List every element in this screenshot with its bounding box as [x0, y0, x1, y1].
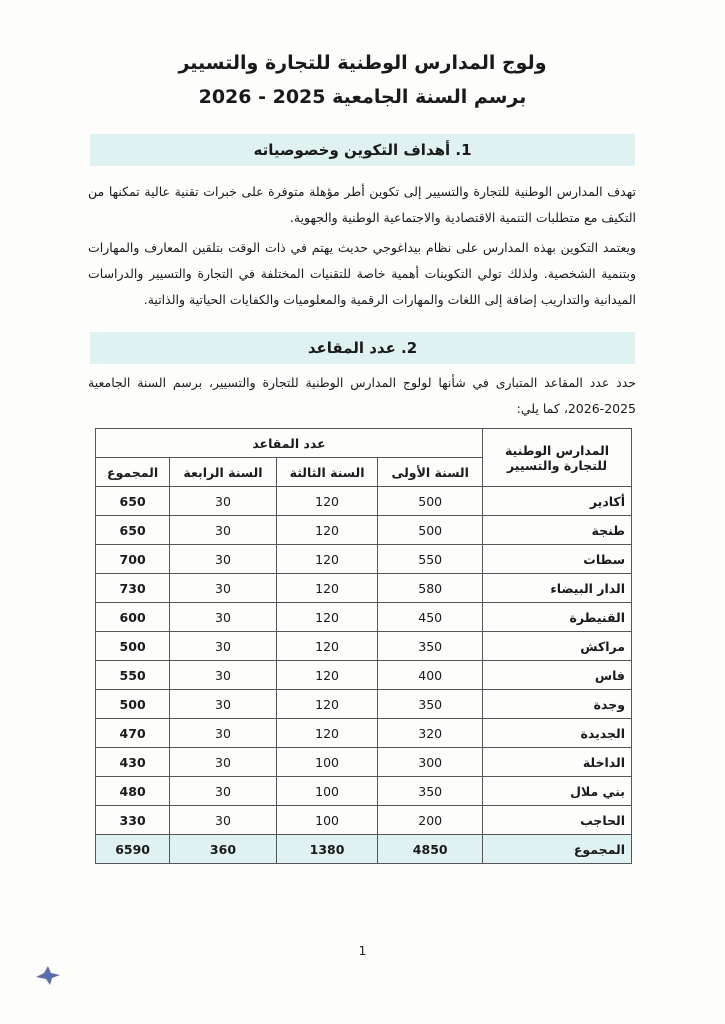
row-total: 470: [96, 719, 170, 748]
school-name: القنيطرة: [483, 603, 632, 632]
year3-seats: 120: [276, 632, 378, 661]
column-header-year3: السنة الثالثة: [276, 458, 378, 487]
year4-seats: 30: [170, 806, 277, 835]
column-header-year4: السنة الرابعة: [170, 458, 277, 487]
year4-seats: 30: [170, 777, 277, 806]
document-title: ولوج المدارس الوطنية للتجارة والتسيير: [178, 52, 547, 74]
row-total: 430: [96, 748, 170, 777]
year1-seats: 300: [378, 748, 483, 777]
table-row: [96, 806, 632, 835]
row-total: 600: [96, 603, 170, 632]
year1-seats: 320: [378, 719, 483, 748]
table-row: [96, 719, 632, 748]
year3-seats: 120: [276, 487, 378, 516]
school-name: مراكش: [483, 632, 632, 661]
row-total: 550: [96, 661, 170, 690]
grand-total-year3: 1380: [276, 835, 378, 864]
row-total: 650: [96, 487, 170, 516]
year1-seats: 450: [378, 603, 483, 632]
year3-seats: 120: [276, 719, 378, 748]
seats-intro-paragraph: حدد عدد المقاعد المتبارى في شأنها لولوج المدارس الوطنية للتجارة والتسيير، برسم السنة الجامعية 2025-2026، كما يلي:: [88, 375, 636, 416]
section-heading-objectives: 1. أهداف التكوين وخصوصياته: [90, 134, 635, 166]
grand-total-label: المجموع: [483, 835, 632, 864]
year1-seats: 580: [378, 574, 483, 603]
year4-seats: 30: [170, 603, 277, 632]
row-total: 700: [96, 545, 170, 574]
grand-total-row: [96, 835, 632, 864]
year4-seats: 30: [170, 487, 277, 516]
year4-seats: 30: [170, 690, 277, 719]
row-total: 650: [96, 516, 170, 545]
seats-table: [95, 428, 632, 864]
table-row: [96, 545, 632, 574]
year4-seats: 30: [170, 632, 277, 661]
scanner-mark-icon: [34, 963, 62, 987]
school-name: الحاجب: [483, 806, 632, 835]
column-header-total: المجموع: [96, 458, 170, 487]
year3-seats: 120: [276, 690, 378, 719]
year3-seats: 100: [276, 777, 378, 806]
table-row: [96, 487, 632, 516]
year3-seats: 120: [276, 574, 378, 603]
objectives-paragraph-2: ويعتمد التكوين بهذه المدارس على نظام بيداغوجي حديث يهتم في ذات الوقت بتلقين المعارف والمهارات وبتنمية الشخصية. ولذلك تولي التكوينات أهمية خاصة للتقنيات المختلفة في التجارة والتسيير والدراسات الميدانية والتداريب إضافة إلى اللغات والمهارات الرقمية والمعلوميات والكفايات الحياتية والذاتية.: [88, 240, 636, 307]
school-name: أكادير: [483, 487, 632, 516]
year3-seats: 120: [276, 545, 378, 574]
table-row: [96, 632, 632, 661]
year1-seats: 200: [378, 806, 483, 835]
grand-total-all: 6590: [96, 835, 170, 864]
table-row: [96, 748, 632, 777]
year3-seats: 120: [276, 661, 378, 690]
table-row: [96, 661, 632, 690]
year1-seats: 350: [378, 632, 483, 661]
school-name: سطات: [483, 545, 632, 574]
school-name: وجدة: [483, 690, 632, 719]
year1-seats: 500: [378, 487, 483, 516]
document-subtitle: برسم السنة الجامعية 2025 - 2026: [198, 86, 527, 108]
year4-seats: 30: [170, 574, 277, 603]
objectives-paragraph-1: تهدف المدارس الوطنية للتجارة والتسيير إلى تكوين أطر مؤهلة متوفرة على خبرات تقنية عالية تمكنها من التكيف مع متطلبات التنمية الاقتصادية والاجتماعية الوطنية والجهوية.: [88, 184, 636, 225]
row-total: 500: [96, 690, 170, 719]
page-number: 1: [358, 944, 367, 958]
section-heading-seats: 2. عدد المقاعد: [90, 332, 635, 364]
row-total: 500: [96, 632, 170, 661]
year4-seats: 30: [170, 545, 277, 574]
year4-seats: 30: [170, 748, 277, 777]
year3-seats: 100: [276, 748, 378, 777]
school-name: طنجة: [483, 516, 632, 545]
year4-seats: 30: [170, 516, 277, 545]
year1-seats: 350: [378, 690, 483, 719]
table-row: [96, 777, 632, 806]
school-name: فاس: [483, 661, 632, 690]
year1-seats: 550: [378, 545, 483, 574]
row-total: 480: [96, 777, 170, 806]
school-name: الجديدة: [483, 719, 632, 748]
year4-seats: 30: [170, 719, 277, 748]
table-row: [96, 516, 632, 545]
school-name: بني ملال: [483, 777, 632, 806]
year3-seats: 120: [276, 516, 378, 545]
year1-seats: 400: [378, 661, 483, 690]
table-row: [96, 690, 632, 719]
school-name: الدار البيضاء: [483, 574, 632, 603]
year1-seats: 500: [378, 516, 483, 545]
school-name: الداخلة: [483, 748, 632, 777]
year3-seats: 120: [276, 603, 378, 632]
row-total: 730: [96, 574, 170, 603]
seats-group-header: عدد المقاعد: [96, 429, 483, 458]
grand-total-year1: 4850: [378, 835, 483, 864]
column-header-year1: السنة الأولى: [378, 458, 483, 487]
year3-seats: 100: [276, 806, 378, 835]
year1-seats: 350: [378, 777, 483, 806]
table-row: [96, 603, 632, 632]
table-row: [96, 574, 632, 603]
year4-seats: 30: [170, 661, 277, 690]
row-total: 330: [96, 806, 170, 835]
school-column-header: المدارس الوطنية للتجارة والتسيير: [483, 429, 632, 487]
grand-total-year4: 360: [170, 835, 277, 864]
